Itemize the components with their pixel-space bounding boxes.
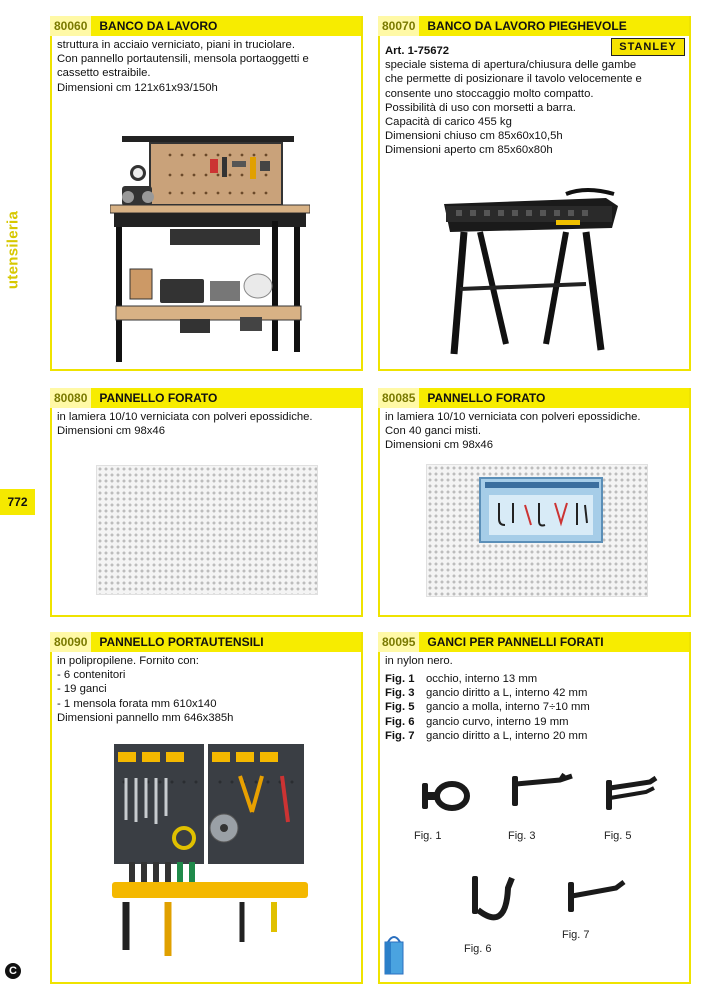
desc-line: in polipropilene. Fornito con:	[57, 655, 199, 667]
figure-row	[385, 672, 590, 686]
pegboard-with-hooks-image	[426, 464, 648, 597]
product-code: 80095	[378, 632, 419, 652]
figure-row	[385, 729, 590, 743]
desc-line: speciale sistema di apertura/chiusura delle gambe	[385, 59, 637, 72]
product-title: GANCI PER PANNELLI FORATI	[427, 635, 604, 649]
product-header	[50, 632, 361, 652]
article-number: Art. 1-75672	[385, 45, 450, 57]
desc-line: struttura in acciaio verniciato, piani in truciolare.	[57, 39, 295, 51]
section-label: utensileria	[4, 210, 22, 290]
figure-caption: Fig. 1	[414, 830, 442, 842]
desc-line: Dimensioni cm 98x46	[57, 425, 165, 438]
desc-line: Con pannello portautensili, mensola portaoggetti e	[57, 53, 309, 66]
desc-line: in lamiera 10/10 verniciata con polveri epossidiche.	[57, 411, 313, 423]
product-code: 80080	[50, 388, 91, 408]
product-description	[385, 654, 683, 668]
product-description	[385, 410, 683, 453]
product-header	[378, 632, 689, 652]
figure-caption: Fig. 3	[508, 830, 536, 842]
desc-line: Dimensioni pannello mm 646x385h	[57, 711, 234, 724]
product-80095	[378, 632, 691, 984]
hook-l-small-icon	[564, 876, 630, 922]
figure-row	[385, 700, 590, 714]
figure-caption: Fig. 5	[604, 830, 632, 842]
product-header	[50, 388, 361, 408]
product-title: BANCO DA LAVORO	[99, 19, 218, 33]
product-code: 80085	[378, 388, 419, 408]
figure-row	[385, 686, 590, 700]
product-code: 80070	[378, 16, 419, 36]
hook-curved-icon	[464, 872, 520, 942]
product-header	[50, 16, 361, 36]
product-title: BANCO DA LAVORO PIEGHEVOLE	[427, 19, 627, 33]
product-80085	[378, 388, 691, 617]
hooks-label-card	[479, 477, 603, 543]
desc-line: in nylon nero.	[385, 655, 453, 667]
copyright-icon: C	[5, 963, 21, 979]
hook-straight-l-icon	[508, 772, 576, 822]
hook-eye-icon	[418, 775, 474, 817]
desc-line: Possibilità di uso con morsetti a barra.	[385, 101, 576, 114]
desc-line: che permette di posizionare il tavolo velocemente e	[385, 73, 642, 86]
hook-spring-icon	[602, 774, 662, 820]
workbench-image	[110, 131, 310, 366]
pegboard-image	[96, 465, 318, 595]
desc-line: Dimensioni cm 98x46	[385, 439, 493, 452]
figure-label: Fig. 1	[385, 673, 415, 685]
desc-line: Con 40 ganci misti.	[385, 425, 482, 438]
figure-label: Fig. 7	[385, 729, 415, 742]
figure-row	[385, 715, 590, 729]
product-80080	[50, 388, 363, 617]
desc-line: cassetto estraibile.	[57, 67, 151, 80]
product-title: PANNELLO PORTAUTENSILI	[99, 635, 264, 649]
figure-label: Fig. 6	[385, 715, 415, 728]
product-header	[378, 388, 689, 408]
product-description	[57, 654, 355, 725]
stanley-logo: STANLEY	[611, 38, 685, 56]
product-description	[385, 44, 683, 158]
shopping-bag-icon	[383, 932, 405, 976]
figure-text: gancio diritto a L, interno 42 mm	[426, 687, 588, 700]
desc-line: consente uno stoccaggio molto compatto.	[385, 87, 594, 100]
figure-text: gancio diritto a L, interno 20 mm	[426, 729, 588, 742]
figure-text: occhio, interno 13 mm	[426, 673, 538, 685]
product-description	[57, 410, 355, 438]
product-code: 80090	[50, 632, 91, 652]
desc-line: - 19 ganci	[57, 683, 107, 696]
product-80090	[50, 632, 363, 984]
figure-text: gancio a molla, interno 7÷10 mm	[426, 701, 590, 714]
product-header	[378, 16, 689, 36]
desc-line: - 1 mensola forata mm 610x140	[57, 697, 217, 710]
figure-caption: Fig. 6	[464, 943, 492, 955]
tool-panel-image	[112, 742, 312, 960]
product-title: PANNELLO FORATO	[99, 391, 218, 405]
product-80070	[378, 16, 691, 371]
figure-list	[385, 672, 590, 743]
figure-label: Fig. 5	[385, 701, 415, 714]
figure-caption: Fig. 7	[562, 929, 590, 941]
desc-line: in lamiera 10/10 verniciata con polveri epossidiche.	[385, 411, 641, 423]
folding-workbench-image	[436, 184, 626, 359]
product-title: PANNELLO FORATO	[427, 391, 546, 405]
product-code: 80060	[50, 16, 91, 36]
product-description	[57, 38, 355, 95]
product-80060	[50, 16, 363, 371]
figure-label: Fig. 3	[385, 687, 415, 700]
desc-line: Dimensioni cm 121x61x93/150h	[57, 81, 218, 94]
figure-text: gancio curvo, interno 19 mm	[426, 715, 569, 728]
desc-line: Dimensioni chiuso cm 85x60x10,5h	[385, 130, 563, 143]
page-number: 772	[0, 489, 35, 515]
desc-line: Dimensioni aperto cm 85x60x80h	[385, 144, 553, 157]
desc-line: - 6 contenitori	[57, 669, 126, 682]
desc-line: Capacità di carico 455 kg	[385, 116, 512, 129]
